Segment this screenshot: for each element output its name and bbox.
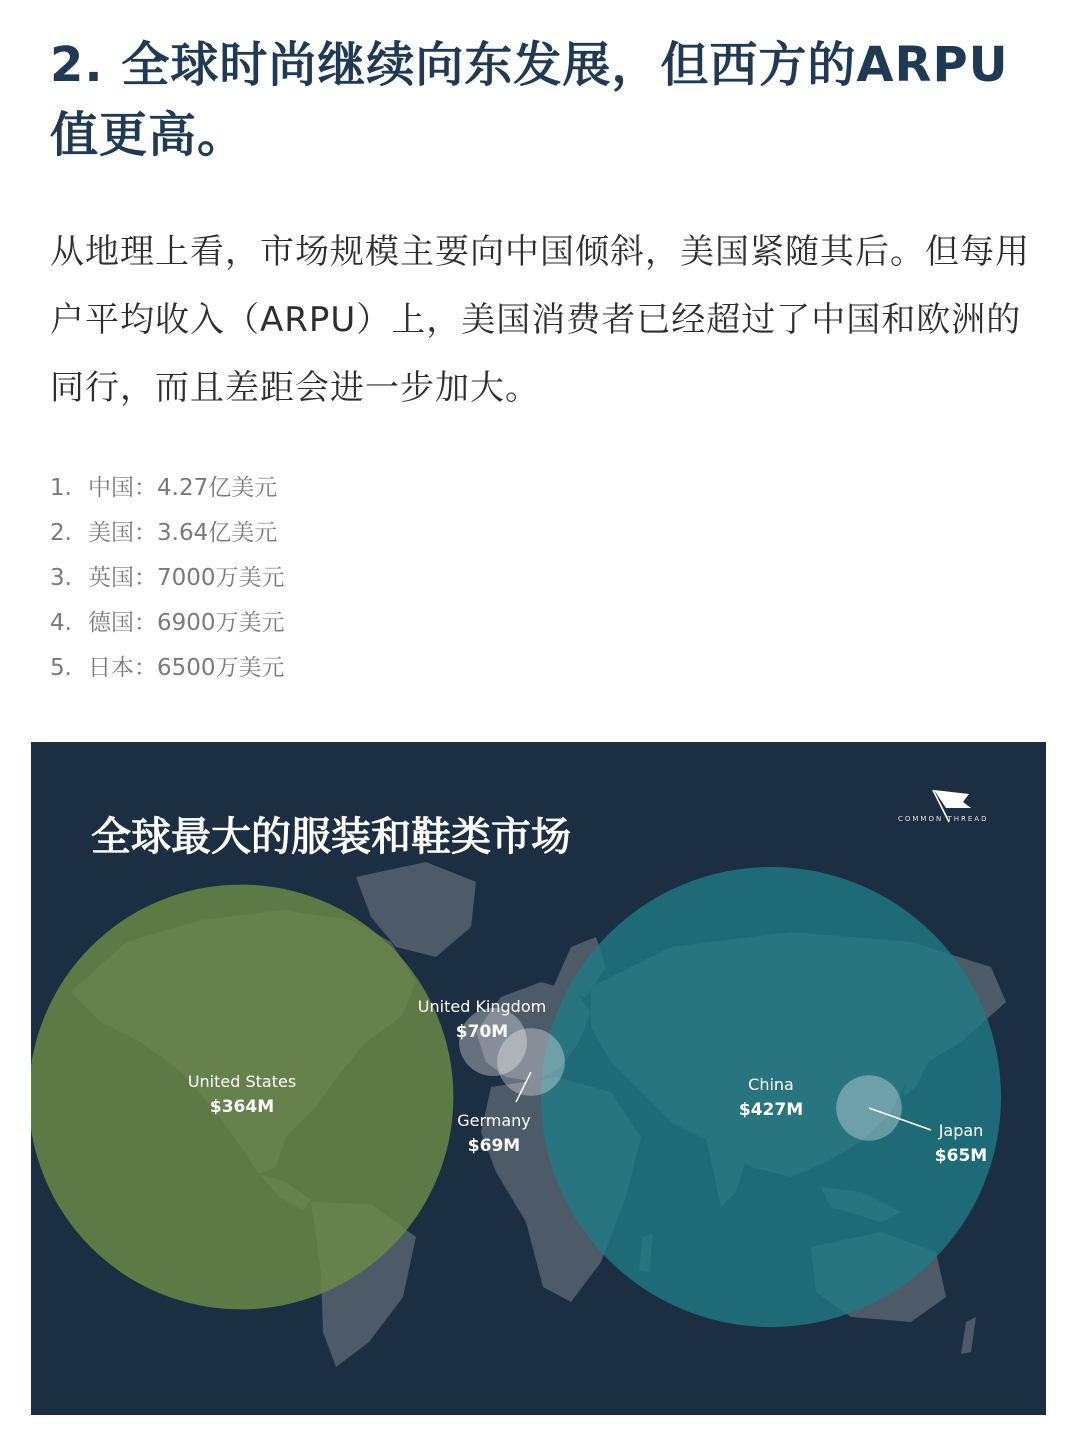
label-japan-name: Japan	[938, 1121, 984, 1140]
label-united-states-value: $364M	[209, 1097, 275, 1117]
list-item	[50, 511, 285, 556]
list-item	[50, 646, 285, 691]
label-germany-name: Germany	[457, 1111, 531, 1130]
label-germany-value: $69M	[467, 1136, 521, 1156]
label-china-name: China	[748, 1075, 794, 1094]
logo-text: COMMON THREAD	[898, 815, 989, 823]
list-number: 5.	[50, 655, 72, 681]
market-infographic	[31, 742, 1046, 1415]
list-number: 1.	[50, 475, 72, 501]
list-item	[50, 601, 285, 646]
world-bubble-map	[31, 742, 1046, 1415]
label-united-states-name: United States	[187, 1072, 297, 1091]
list-number: 3.	[50, 565, 72, 591]
body-paragraph: 从地理上看，市场规模主要向中国倾斜，美国紧随其后。但每用户平均收入（ARPU）上，美国消费者已经超过了中国和欧洲的同行，而且差距会进一步加大。	[50, 232, 1030, 408]
label-china-value: $427M	[738, 1100, 804, 1120]
list-number: 2.	[50, 520, 72, 546]
list-text: 美国：3.64亿美元	[88, 520, 278, 546]
list-item	[50, 466, 285, 511]
market-ranking-list	[50, 466, 285, 691]
section-heading: 2. 全球时尚继续向东发展，但西方的ARPU值更高。	[50, 37, 1009, 163]
label-united-kingdom-value: $70M	[455, 1022, 509, 1042]
label-united-kingdom-name: United Kingdom	[417, 997, 547, 1016]
list-text: 德国：6900万美元	[88, 610, 285, 636]
bubble-china	[541, 867, 1001, 1327]
infographic-title: 全球最大的服装和鞋类市场	[91, 814, 571, 860]
list-text: 中国：4.27亿美元	[88, 475, 278, 501]
list-item	[50, 556, 285, 601]
list-number: 4.	[50, 610, 72, 636]
list-text: 日本：6500万美元	[88, 655, 285, 681]
label-japan-value: $65M	[934, 1146, 988, 1166]
list-text: 英国：7000万美元	[88, 565, 285, 591]
